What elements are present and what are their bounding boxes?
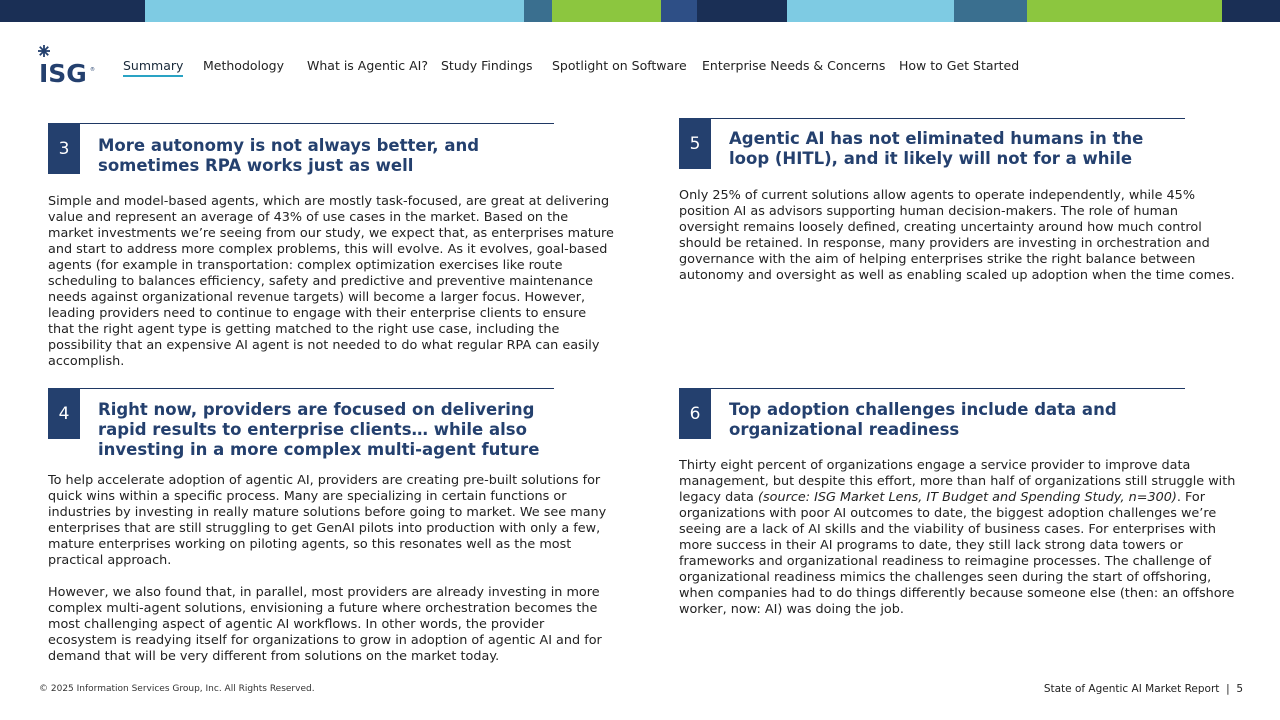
paragraph-text: . For organizations with poor AI outcomes to date, the biggest adoption challenges we’re seeing are a lack of AI skills and the viability of business cases. For enterprises with more success in their AI programs to date, they still lack strong data towers or frameworks and organizational readiness to reimagine processes. The challenge of organizational readiness mimics the challenges seen during the start of offshoring, when companies had to do things differently because someone else (then: an offshore worker, now: AI) was doing the job.: [679, 490, 1235, 617]
paragraph: However, we also found that, in parallel, most providers are already investing in more complex multi-agent solutions, envisioning a future where orchestration becomes the most challenging aspect of agentic AI workflows. In other words, the provider ecosystem is readying itself for organizations to grow in adoption of agentic AI and for demand that will be very different from solutions on the market today.: [48, 585, 602, 664]
footer-copyright: © 2025 Information Services Group, Inc. All Rights Reserved.: [39, 684, 315, 694]
footer-separator: |: [1226, 683, 1230, 695]
section-body: [679, 188, 1239, 284]
color-stripe: [954, 0, 1027, 22]
source-citation: (source: ISG Market Lens, IT Budget and Spending Study, n=300): [757, 490, 1177, 505]
section-title: Right now, providers are focused on delivering rapid results to enterprise clients… while also investing in a more complex multi-agent future: [98, 400, 540, 459]
page-number: 5: [1236, 683, 1243, 695]
report-title: State of Agentic AI Market Report: [1043, 683, 1220, 695]
paragraph: Only 25% of current solutions allow agents to operate independently, while 45% position AI as advisors supporting human decision-makers. The role of human oversight remains loosely defined, creating uncertainty around how much control should be retained. In response, many providers are investing in orchestration and governance with the aim of helping enterprises strike the right balance between autonomy and oversight as well as enabling scaled up adoption when the time comes.: [679, 188, 1235, 283]
section-rule: [48, 388, 554, 389]
color-stripe: [1222, 0, 1280, 22]
section-title: More autonomy is not always better, and sometimes RPA works just as well: [98, 136, 480, 175]
section-number: 3: [48, 123, 80, 174]
paragraph-text: Thirty eight percent of organizations engage a service provider to improve data management, but despite this effort, more than half of organizations still struggle with legacy data: [679, 458, 1236, 505]
nav-study-findings[interactable]: Study Findings: [441, 58, 533, 73]
color-stripe: [787, 0, 954, 22]
nav-enterprise-needs[interactable]: Enterprise Needs & Concerns: [702, 58, 886, 73]
nav-summary[interactable]: Summary: [123, 58, 183, 77]
section-rule: [679, 388, 1185, 389]
nav-what-is-agentic-ai[interactable]: What is Agentic AI?: [307, 58, 428, 73]
section-number: 6: [679, 388, 711, 439]
color-stripe: [0, 0, 145, 22]
svg-text:®: ®: [90, 67, 95, 73]
section-number: 5: [679, 118, 711, 169]
color-stripe: [1027, 0, 1222, 22]
isg-logo[interactable]: [38, 44, 95, 88]
logo-text: ISG: [39, 59, 87, 88]
section-body: [48, 194, 616, 370]
section-title: Agentic AI has not eliminated humans in the loop (HITL), and it likely will not for a while: [729, 129, 1144, 168]
section-rule: [679, 118, 1185, 119]
color-stripe: [661, 0, 697, 22]
nav-how-to-get-started[interactable]: How to Get Started: [899, 58, 1020, 73]
section-title: Top adoption challenges include data and organizational readiness: [729, 400, 1117, 439]
color-stripe: [145, 0, 524, 22]
section-number: 4: [48, 388, 80, 439]
paragraph: [679, 458, 1249, 618]
top-color-bar: [0, 0, 1280, 22]
color-stripe: [552, 0, 661, 22]
section-body: [679, 458, 1249, 618]
isg-logo-mark: [38, 44, 95, 88]
nav-spotlight-on-software[interactable]: Spotlight on Software: [552, 58, 687, 73]
section-rule: [48, 123, 554, 124]
color-stripe: [524, 0, 552, 22]
color-stripe: [697, 0, 787, 22]
nav-methodology[interactable]: Methodology: [203, 58, 284, 73]
paragraph: To help accelerate adoption of agentic AI, providers are creating pre-built solutions for quick wins within a specific process. Many are specializing in certain functions or industries by investing in really mature solutions before going to market. We see many enterprises that are still struggling to get GenAI pilots into production with only a few, mature enterprises working on piloting agents, so this resonates well as the most practical approach.: [48, 473, 607, 568]
footer-report-info: [1044, 683, 1243, 695]
section-body: [48, 473, 616, 665]
paragraph: Simple and model-based agents, which are mostly task-focused, are great at delivering value and represent an average of 43% of use cases in the market. Based on the market investments we’re seeing from our study, we expect that, as enterprises mature and start to address more complex problems, this will evolve. As it evolves, goal-based agents (for example in transportation: complex optimization exercises like route scheduling to balances efficiency, safety and predictive and preventive maintenance needs against organizational revenue targets) will become a larger focus. However, leading providers need to continue to engage with their enterprise clients to ensure that the right agent type is getting matched to the right use case, including the possibility that an expensive AI agent is not needed to do what regular RPA can easily accomplish.: [48, 194, 614, 369]
